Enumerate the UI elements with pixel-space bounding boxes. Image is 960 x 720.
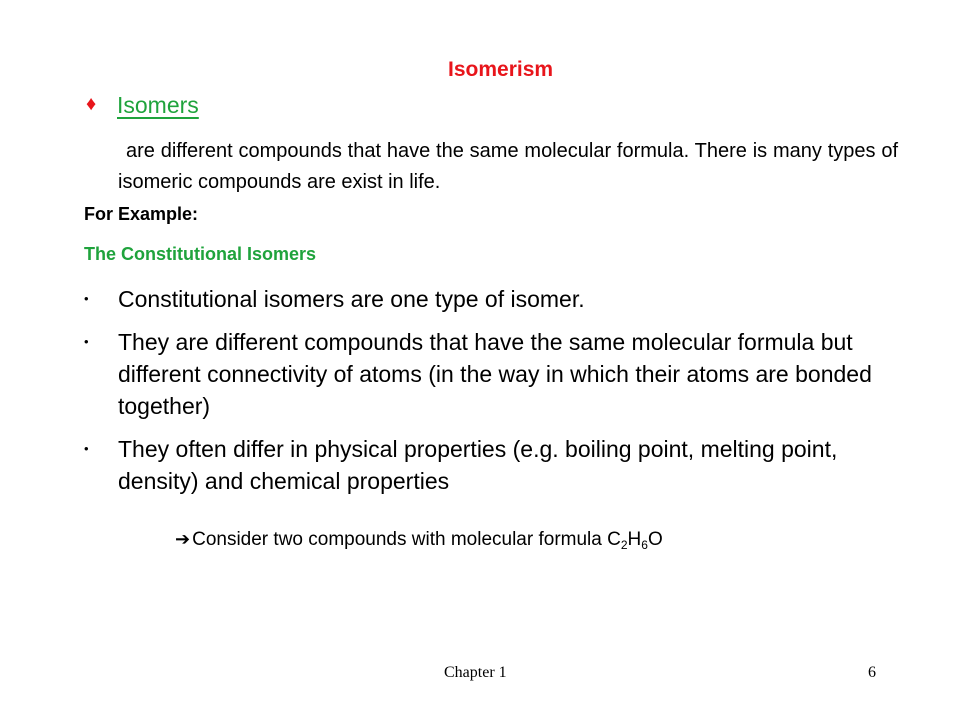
bullet-dot-icon: • [84, 441, 89, 456]
bullet-list [84, 283, 894, 508]
list-item [84, 283, 894, 315]
bullet-dot-icon: • [84, 334, 89, 349]
diamond-bullet-icon: ♦ [86, 93, 97, 115]
page-number: 6 [868, 664, 876, 681]
formula-subscript-c: 2 [620, 538, 628, 552]
bullet-dot-icon: • [84, 291, 89, 306]
footer-chapter: Chapter 1 [444, 664, 507, 681]
list-item [84, 326, 894, 422]
bullet-text: Constitutional isomers are one type of isomer. [118, 286, 585, 312]
isomers-definition [118, 136, 898, 198]
example-label: For Example: [84, 204, 199, 224]
formula-o: O [647, 529, 663, 550]
list-item [84, 433, 894, 497]
bullet-text: They are different compounds that have the same molecular formula but different connectivity of atoms (in the way in which their atoms are bonded together) [118, 329, 872, 419]
consider-line [175, 529, 663, 552]
isomers-heading: Isomers [117, 92, 199, 118]
constitutional-isomers-heading: The Constitutional Isomers [84, 244, 317, 264]
formula-subscript-h: 6 [641, 538, 648, 552]
slide-title: Isomerism [448, 58, 554, 81]
definition-text: are different compounds that have the same molecular formula. There is many types of isomeric compounds are exist in life. [118, 140, 898, 193]
right-arrow-icon: ➔ [175, 529, 191, 549]
formula-h: H [627, 529, 642, 550]
bullet-text: They often differ in physical properties (e.g. boiling point, melting point, density) and chemical properties [118, 436, 838, 494]
consider-text: Consider two compounds with molecular formula C [192, 529, 621, 550]
